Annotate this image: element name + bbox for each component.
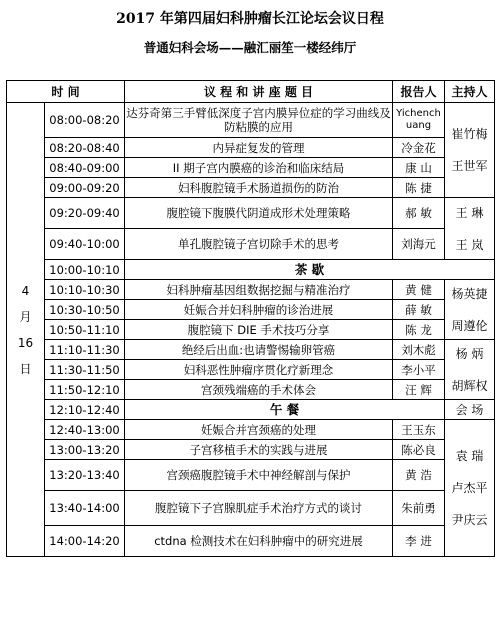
- chair-name: 王 岚: [455, 237, 484, 252]
- speaker-cell: 刘木彪: [393, 340, 445, 360]
- time-cell: 12:10-12:40: [45, 400, 125, 420]
- break-row: [7, 400, 495, 420]
- time-cell: 10:50-11:10: [45, 320, 125, 340]
- topic-cell: 内异症复发的管理: [125, 138, 393, 158]
- speaker-cell: 黄 健: [393, 280, 445, 300]
- date-day-char: 日: [19, 361, 32, 376]
- header-speaker: 报告人: [393, 81, 445, 103]
- speaker-cell: 王玉东: [393, 420, 445, 440]
- date-cell: [7, 103, 45, 557]
- header-topic: 议 程 和 讲 座 题 目: [125, 81, 393, 103]
- chair-cell: [445, 103, 495, 198]
- time-cell: 14:00-14:20: [45, 526, 125, 557]
- chair-name: 卢杰平: [451, 481, 488, 495]
- speaker-cell: 刘海元: [393, 229, 445, 260]
- speaker-cell: 李小平: [393, 360, 445, 380]
- chair-name: 胡辉权: [451, 378, 488, 393]
- speaker-cell: 冷金花: [393, 138, 445, 158]
- date-day-number: 16: [17, 335, 34, 350]
- time-cell: 08:00-08:20: [45, 103, 125, 138]
- chair-name: 杨英捷: [451, 286, 488, 301]
- time-cell: 10:10-10:30: [45, 280, 125, 300]
- time-cell: 09:00-09:20: [45, 178, 125, 198]
- table-row: [7, 198, 495, 229]
- time-cell: 13:40-14:00: [45, 491, 125, 526]
- lunch-chair-cell: 会 场: [445, 400, 495, 420]
- speaker-cell: 陈 龙: [393, 320, 445, 340]
- topic-cell: 宫颈癌腹腔镜手术中神经解剖与保护: [125, 460, 393, 491]
- chair-name: 袁 瑞: [455, 449, 484, 463]
- speaker-cell: 朱前勇: [393, 491, 445, 526]
- chair-cell: [445, 340, 495, 400]
- table-row: [7, 340, 495, 360]
- time-cell: 13:00-13:20: [45, 440, 125, 460]
- topic-cell: 妊娠合并宫颈癌的处理: [125, 420, 393, 440]
- topic-cell: 腹腔镜下 DIE 手术技巧分享: [125, 320, 393, 340]
- table-row: [7, 103, 495, 138]
- table-row: [7, 300, 495, 320]
- chair-cell: [445, 280, 495, 340]
- time-cell: 08:20-08:40: [45, 138, 125, 158]
- time-cell: 11:10-11:30: [45, 340, 125, 360]
- topic-cell: 妇科恶性肿瘤序贯化疗新理念: [125, 360, 393, 380]
- break-row: [7, 260, 495, 280]
- speaker-cell: 李 进: [393, 526, 445, 557]
- date-month-number: 4: [21, 283, 30, 298]
- table-row: [7, 360, 495, 380]
- lunch-label: 午 餐: [125, 400, 445, 420]
- table-row: [7, 320, 495, 340]
- table-row: [7, 138, 495, 158]
- time-cell: 09:20-09:40: [45, 198, 125, 229]
- table-row: [7, 178, 495, 198]
- table-row: [7, 491, 495, 526]
- topic-cell: ctdna 检测技术在妇科肿瘤中的研究进展: [125, 526, 393, 557]
- speaker-cell: 黄 浩: [393, 460, 445, 491]
- speaker-cell: 郝 敏: [393, 198, 445, 229]
- time-cell: 11:30-11:50: [45, 360, 125, 380]
- venue-subtitle: 普通妇科会场——融汇丽笙一楼经纬厅: [143, 40, 357, 55]
- table-row: [7, 380, 495, 400]
- topic-cell: II 期子宫内膜癌的诊治和临床结局: [125, 158, 393, 178]
- time-cell: 13:20-13:40: [45, 460, 125, 491]
- tea-break-label: 茶 歇: [125, 260, 495, 280]
- table-row: [7, 440, 495, 460]
- time-cell: 08:40-09:00: [45, 158, 125, 178]
- chair-cell: [445, 420, 495, 557]
- date-month-char: 月: [19, 309, 32, 324]
- schedule-table: [6, 80, 495, 557]
- speaker-cell: Yichenchuang: [393, 103, 445, 138]
- speaker-cell: 陈必良: [393, 440, 445, 460]
- chair-name: 崔竹梅: [451, 127, 488, 141]
- topic-cell: 妊娠合并妇科肿瘤的诊治进展: [125, 300, 393, 320]
- time-cell: 10:00-10:10: [45, 260, 125, 280]
- topic-cell: 妇科腹腔镜手术肠道损伤的防治: [125, 178, 393, 198]
- time-cell: 09:40-10:00: [45, 229, 125, 260]
- speaker-cell: 陈 捷: [393, 178, 445, 198]
- topic-cell: 达芬奇第三手臂低深度子宫内膜异位症的学习曲线及防粘膜的应用: [125, 103, 393, 138]
- speaker-cell: 康 山: [393, 158, 445, 178]
- topic-cell: 妇科肿瘤基因组数据挖掘与精准治疗: [125, 280, 393, 300]
- header-chair: 主持人: [445, 81, 495, 103]
- page-title: 2017 年第四届妇科肿瘤长江论坛会议日程: [116, 11, 384, 27]
- topic-cell: 腹腔镜下子宫腺肌症手术治疗方式的谈讨: [125, 491, 393, 526]
- topic-cell: 子宫移植手术的实践与进展: [125, 440, 393, 460]
- header-time: 时 间: [7, 81, 125, 103]
- chair-name: 杨 炳: [455, 346, 484, 361]
- topic-cell: 宫颈残端癌的手术体会: [125, 380, 393, 400]
- table-row: [7, 158, 495, 178]
- time-cell: 11:50-12:10: [45, 380, 125, 400]
- topic-cell: 单孔腹腔镜子宫切除手术的思考: [125, 229, 393, 260]
- speaker-cell: 薛 敏: [393, 300, 445, 320]
- speaker-cell: 汪 辉: [393, 380, 445, 400]
- chair-name: 王世军: [451, 159, 488, 173]
- table-row: [7, 526, 495, 557]
- topic-cell: 绝经后出血:也请警惕输卵管癌: [125, 340, 393, 360]
- time-cell: 12:40-13:00: [45, 420, 125, 440]
- time-cell: 10:30-10:50: [45, 300, 125, 320]
- header-row: [7, 81, 495, 103]
- chair-name: 王 琳: [455, 205, 484, 220]
- chair-name: 周遵伦: [451, 318, 488, 333]
- table-row: [7, 280, 495, 300]
- table-row: [7, 420, 495, 440]
- topic-cell: 腹腔镜下腹膜代阴道成形术处理策略: [125, 198, 393, 229]
- chair-cell: [445, 198, 495, 260]
- chair-name: 尹庆云: [451, 513, 488, 527]
- table-row: [7, 460, 495, 491]
- table-row: [7, 229, 495, 260]
